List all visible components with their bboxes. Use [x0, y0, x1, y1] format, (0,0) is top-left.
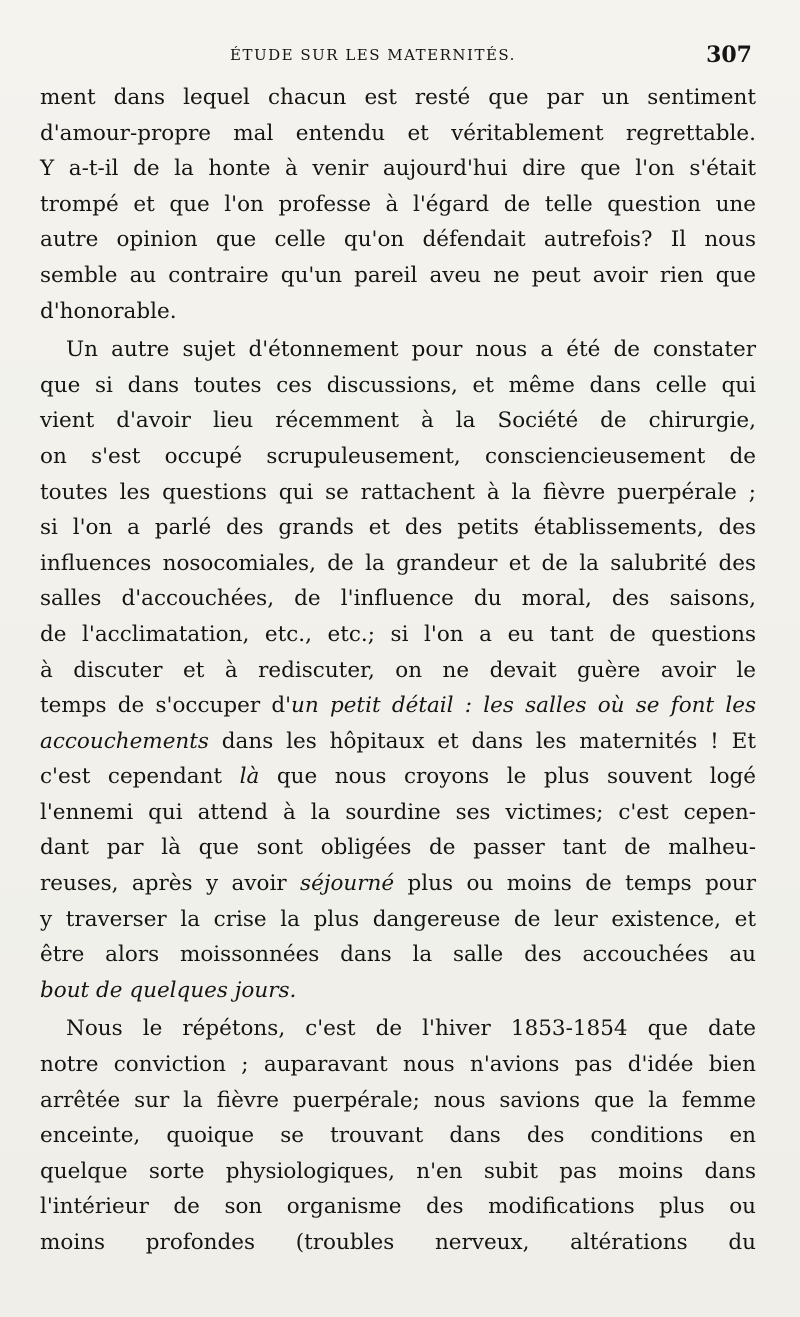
text-segment: toutes les questions qui se rattachent à la fièvre puerpérale ;: [40, 479, 756, 505]
text-segment: que si dans toutes ces discussions, et même dans celle qui: [40, 372, 756, 398]
text-line: [40, 937, 756, 973]
text-line: [40, 653, 756, 689]
italic-segment: bout de quelques jours.: [40, 977, 297, 1003]
text-line: [40, 258, 756, 294]
running-title: ÉTUDE SUR LES MATERNITÉS.: [230, 46, 516, 64]
text-line: [40, 116, 756, 152]
text-segment: influences nosocomiales, de la grandeur et de la salubrité des: [40, 550, 756, 576]
text-segment: Y a-t-il de la honte à venir aujourd'hui dire que l'on s'était: [40, 156, 756, 182]
text-segment: enceinte, quoique se trouvant dans des conditions en: [40, 1123, 756, 1149]
text-segment: Nous le répétons, c'est de l'hiver 1853-1854 que date: [66, 1016, 756, 1042]
text-segment: vient d'avoir lieu récemment à la Société de chirurgie,: [40, 408, 756, 434]
italic-segment: là: [239, 764, 260, 790]
text-line: [40, 368, 756, 404]
text-line: [40, 1225, 756, 1261]
text-segment: que nous croyons le plus souvent logé: [259, 764, 757, 790]
text-segment: semble au contraire qu'un pareil aveu ne peut avoir rien que: [40, 262, 756, 288]
text-line: [40, 1011, 756, 1047]
text-segment: reuses, après y avoir: [40, 871, 301, 897]
text-segment: dans les hôpitaux et dans les maternités ! Et: [208, 728, 756, 754]
text-line: [40, 332, 756, 368]
text-line: [40, 724, 756, 760]
text-segment: arrêtée sur la fièvre puerpérale; nous savions que la femme: [40, 1087, 756, 1113]
text-line: [40, 475, 756, 511]
text-line: [40, 759, 756, 795]
text-line: [40, 222, 756, 258]
text-line: [40, 1083, 756, 1119]
text-segment: l'ennemi qui attend à la sourdine ses victimes; c'est cepen-: [40, 799, 756, 825]
text-segment: c'est cependant: [40, 764, 240, 790]
text-line: [40, 688, 756, 724]
text-segment: temps de s'occuper d': [40, 693, 292, 719]
text-segment: ment dans lequel chacun est resté que par un sentiment: [40, 85, 756, 110]
text-segment: moins profondes (troubles nerveux, altérations du: [40, 1230, 756, 1255]
italic-segment: séjourné: [300, 871, 395, 897]
text-line: [40, 1189, 756, 1225]
text-line: [40, 902, 756, 938]
text-segment: plus ou moins de temps pour: [394, 871, 756, 897]
text-segment: autre opinion que celle qu'on défendait autrefois? Il nous: [40, 227, 756, 253]
text-segment: l'intérieur de son organisme des modifications plus ou: [40, 1194, 756, 1220]
text-segment: d'honorable.: [40, 298, 177, 324]
text-line: [40, 617, 756, 653]
text-line: [40, 973, 756, 1009]
text-line: [40, 510, 756, 546]
text-segment: on s'est occupé scrupuleusement, consciencieusement de: [40, 443, 756, 469]
text-segment: de l'acclimatation, etc., etc.; si l'on a eu tant de questions: [40, 621, 756, 647]
text-line: [40, 294, 756, 330]
text-line: [40, 80, 756, 116]
text-line: [40, 151, 756, 187]
text-line: [40, 1047, 756, 1083]
text-segment: trompé et que l'on professe à l'égard de telle question une: [40, 191, 756, 217]
text-segment: à discuter et à rediscuter, on ne devait guère avoir le: [40, 657, 756, 683]
body-text: [40, 80, 756, 1261]
paragraph: [40, 1011, 756, 1260]
text-line: [40, 439, 756, 475]
text-line: [40, 187, 756, 223]
text-segment: quelque sorte physiologiques, n'en subit pas moins dans: [40, 1158, 756, 1184]
page-header: [40, 40, 752, 76]
text-segment: dant par là que sont obligées de passer tant de malheu-: [40, 835, 756, 861]
text-segment: si l'on a parlé des grands et des petits établissements, des: [40, 515, 756, 541]
text-segment: d'amour-propre mal entendu et véritablement regrettable.: [40, 120, 756, 146]
italic-segment: un petit détail : les salles où se font les: [291, 693, 756, 719]
paragraph: [40, 80, 756, 329]
text-segment: notre conviction ; auparavant nous n'avions pas d'idée bien: [40, 1052, 756, 1078]
text-line: [40, 866, 756, 902]
text-line: [40, 403, 756, 439]
text-line: [40, 546, 756, 582]
paragraph: [40, 332, 756, 1008]
text-line: [40, 581, 756, 617]
text-line: [40, 1118, 756, 1154]
page-number: 307: [706, 42, 752, 68]
text-line: [40, 830, 756, 866]
text-segment: salles d'accouchées, de l'influence du moral, des saisons,: [40, 586, 756, 612]
italic-segment: accouchements: [40, 728, 209, 754]
text-segment: y traverser la crise la plus dangereuse de leur existence, et: [40, 906, 756, 932]
text-segment: être alors moissonnées dans la salle des accouchées au: [40, 942, 756, 968]
text-line: [40, 1154, 756, 1190]
text-line: [40, 795, 756, 831]
text-segment: Un autre sujet d'étonnement pour nous a été de constater: [66, 337, 756, 363]
